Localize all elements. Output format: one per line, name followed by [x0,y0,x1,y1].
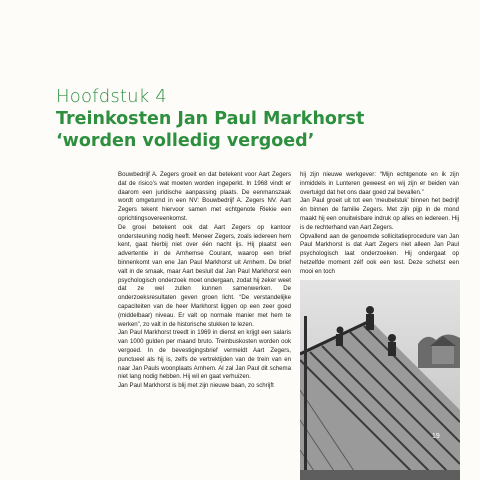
paragraph: De groei betekent ook dat Aart Zegers op kantoor ondersteuning nodig heeft. Meneer Zegers, zoals iedereen hem kent, gaat hierbij niet over één nacht ijs. Hij plaatst een advertentie in de Arnhemse Courant, waarop een brief binnenkomt van ene Jan Paul Markhorst uit Arnhem. De brief valt in de smaak, maar Aart besluit dat Jan Paul Markhorst een psychologisch onderzoek moet ondergaan, zodat hij zeker weet dat ze wel zullen kunnen samenwerken. De onderzoeksresultaten geven groen licht. “De verstandelijke capaciteiten van de heer Markhorst liggen op een zeer goed (middelbaar) niveau. Er valt op normale manier met hem te werken”, zo valt in de historische stukken te lezen. [118,223,291,328]
chapter-label: Hoofdstuk 4 [56,86,167,107]
chapter-title-line-2: ‘worden volledig vergoed’ [56,131,315,151]
paragraph: Opvallend aan de genoemde sollicitatieprocedure van Jan Paul Markhorst is dat Aart Zegers niet alleen Jan Paul psychologisch laat onderzoeken. Hij ondergaat op hetzelfde moment zélf ook een test. Deze schetst een mooi en toch [300,232,459,275]
paragraph: Jan Paul Markhorst is blij met zijn nieuwe baan, zo schrijft [118,382,274,390]
photo-illustration [300,280,460,480]
paragraph: hij zijn nieuwe werkgever: “Mijn echtgenote en ik zijn inmiddels in Lunteren geweest en wij zijn er beiden van overtuigd dat het ons daar goed zal bevallen.” [300,171,459,196]
right-text-column [300,171,459,277]
roof-construction-photo [300,280,460,480]
paragraph: Jan Paul groeit uit tot een ‘meubelstuk’ binnen het bedrijf én binnen de familie Zegers. Met zijn pijp in de mond maakt hij een onuitwisbare indruk op alles en iedereen. Hij is de rechterhand van Aart Zegers. [300,197,459,231]
paragraph: Bouwbedrijf A. Zegers groeit en dat betekent voor Aart Zegers dat de risico’s wat moeten worden ingeperkt. In 1968 vindt er daarom een juridische aanpassing plaats. De eenmanszaak wordt omgeturnd in een NV: Bouwbedrijf A. Zegers NV. Aart Zegers tekent hiervoor samen met echtgenote Riekie een oprichtingsovereenkomst. [118,171,291,222]
chapter-title-line-1: Treinkosten Jan Paul Markhorst [56,109,365,129]
chapter-title [56,108,364,152]
paragraph: Jan Paul Markhorst treedt in 1969 in dienst en krijgt een salaris van 1000 gulden per maand bruto. Treinbuskosten worden ook vergoed. In de bevestigingsbrief vermeldt Aart Zegers, punctueel als hij is, zelfs de vertrektijden van de trein van en naar Jan Pauls woonplaats Arnhem. Al zal Jan Paul dit schema niet lang nodig hebben. Hij wil en gaat verhuizen. [118,329,291,381]
left-text-column [118,171,291,391]
page-number: 19 [432,433,440,440]
